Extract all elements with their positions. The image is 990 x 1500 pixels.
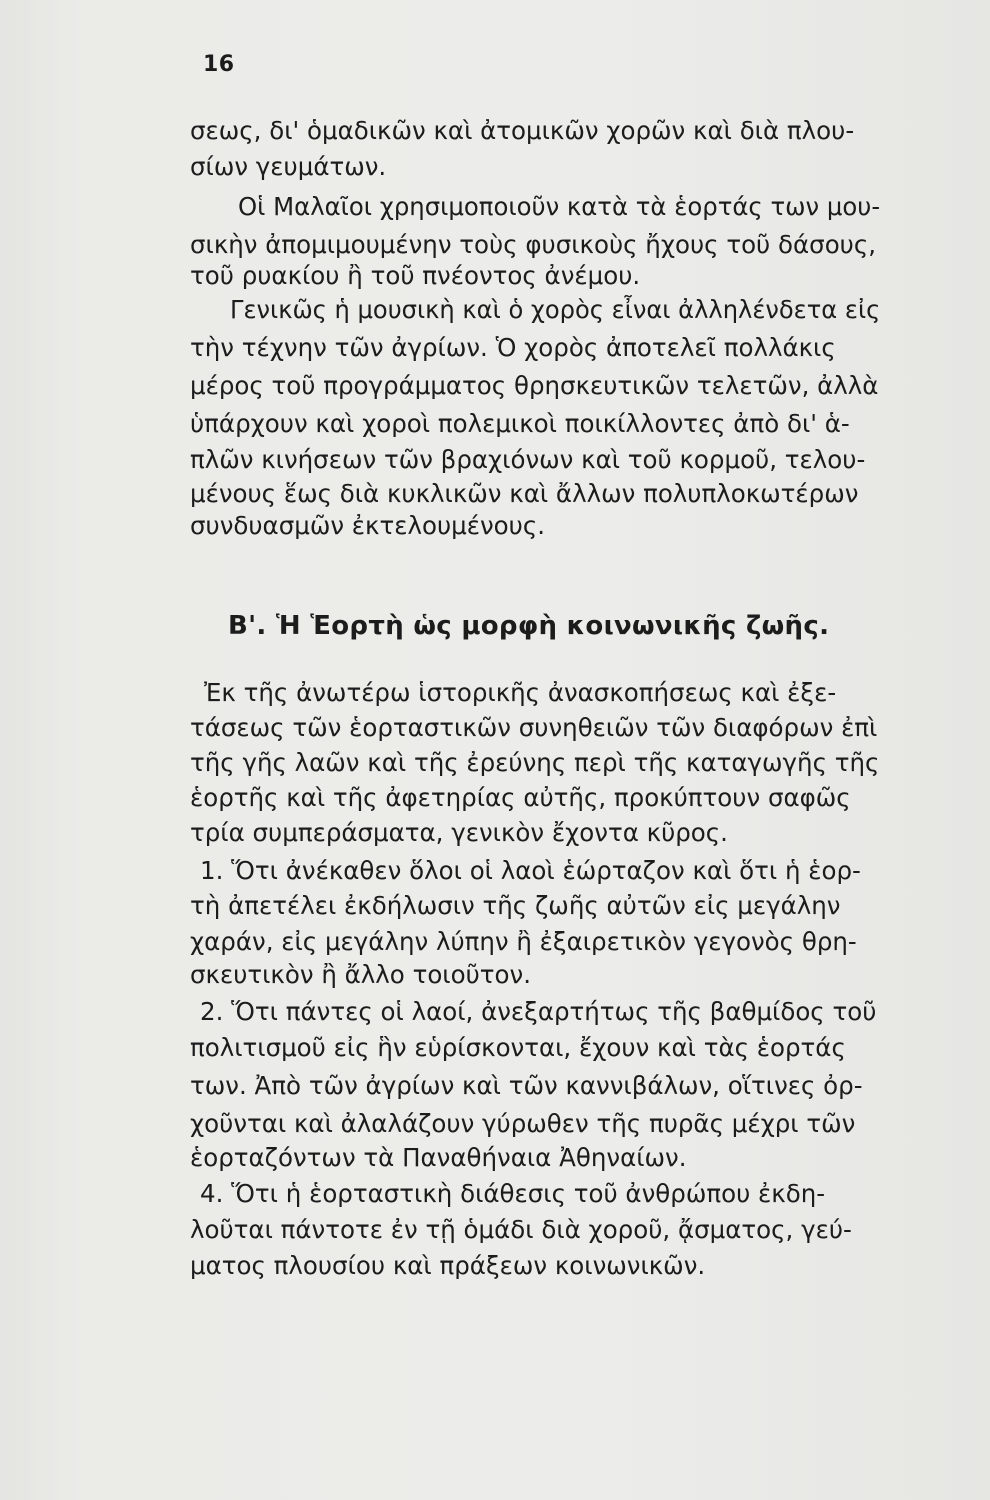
text-line: 1. Ὅτι ἀνέκαθεν ὅλοι οἱ λαοὶ ἑώρταζον καὶ ὅτι ἡ ἑορ- bbox=[200, 856, 861, 885]
text-line: πλῶν κινήσεων τῶν βραχιόνων καὶ τοῦ κορμοῦ, τελου- bbox=[190, 445, 866, 474]
text-line: πολιτισμοῦ εἰς ἣν εὑρίσκονται, ἔχουν καὶ τὰς ἑορτάς bbox=[190, 1033, 846, 1062]
text-line: 2. Ὅτι πάντες οἱ λαοί, ἀνεξαρτήτως τῆς βαθμίδος τοῦ bbox=[200, 997, 877, 1026]
text-line: τὴ ἀπετέλει ἐκδήλωσιν τῆς ζωῆς αὐτῶν εἰς μεγάλην bbox=[190, 891, 841, 920]
text-line: Οἱ Μαλαῖοι χρησιμοποιοῦν κατὰ τὰ ἑορτάς των μου- bbox=[238, 192, 881, 221]
text-line: Ἐκ τῆς ἀνωτέρω ἱστορικῆς ἀνασκοπήσεως καὶ ἐξε- bbox=[204, 678, 837, 707]
text-line: 4. Ὅτι ἡ ἑορταστικὴ διάθεσις τοῦ ἀνθρώπου ἐκδη- bbox=[200, 1179, 826, 1208]
text-line: ἑορταζόντων τὰ Παναθήναια Ἀθηναίων. bbox=[190, 1143, 687, 1172]
text-line: ὑπάρχουν καὶ χοροὶ πολεμικοὶ ποικίλλοντες ἀπὸ δι' ἁ- bbox=[190, 409, 850, 438]
text-line: σκευτικὸν ἢ ἄλλο τοιοῦτον. bbox=[190, 960, 531, 989]
text-line: τάσεως τῶν ἑορταστικῶν συνηθειῶν τῶν διαφόρων ἐπὶ bbox=[190, 713, 878, 742]
text-line: χοῦνται καὶ ἀλαλάζουν γύρωθεν τῆς πυρᾶς μέχρι τῶν bbox=[190, 1109, 856, 1138]
text-line: Γενικῶς ἡ μουσικὴ καὶ ὁ χορὸς εἶναι ἀλληλένδετα εἰς bbox=[230, 295, 881, 324]
text-line: συνδυασμῶν ἐκτελουμένους. bbox=[190, 511, 545, 540]
text-line: λοῦται πάντοτε ἐν τῇ ὁμάδι διὰ χοροῦ, ᾄσματος, γεύ- bbox=[190, 1215, 852, 1244]
text-line: σίων γευμάτων. bbox=[190, 152, 387, 181]
text-line: σικὴν ἀπομιμουμένην τοὺς φυσικοὺς ἤχους τοῦ δάσους, bbox=[190, 230, 877, 259]
text-line: τῆς γῆς λαῶν καὶ τῆς ἐρεύνης περὶ τῆς καταγωγῆς τῆς bbox=[190, 748, 880, 777]
text-line: μένους ἕως διὰ κυκλικῶν καὶ ἄλλων πολυπλοκωτέρων bbox=[190, 479, 859, 508]
text-line: σεως, δι' ὁμαδικῶν καὶ ἀτομικῶν χορῶν καὶ διὰ πλου- bbox=[190, 116, 855, 145]
text-line: χαράν, εἰς μεγάλην λύπην ἢ ἐξαιρετικὸν γεγονὸς θρη- bbox=[190, 927, 857, 956]
text-line: τὴν τέχνην τῶν ἀγρίων. Ὁ χορὸς ἀποτελεῖ πολλάκις bbox=[190, 333, 836, 362]
page-number: 16 bbox=[203, 52, 235, 77]
section-heading: Β'. Ἡ Ἑορτὴ ὡς μορφὴ κοινωνικῆς ζωῆς. bbox=[228, 611, 830, 641]
text-line: των. Ἀπὸ τῶν ἀγρίων καὶ τῶν καννιβάλων, οἵτινες ὀρ- bbox=[190, 1071, 863, 1100]
text-line: τρία συμπεράσματα, γενικὸν ἔχοντα κῦρος. bbox=[190, 818, 728, 847]
text-line: ματος πλουσίου καὶ πράξεων κοινωνικῶν. bbox=[190, 1251, 706, 1280]
text-line: τοῦ ρυακίου ἢ τοῦ πνέοντος ἀνέμου. bbox=[190, 261, 641, 290]
text-line: ἑορτῆς καὶ τῆς ἀφετηρίας αὐτῆς, προκύπτουν σαφῶς bbox=[190, 783, 851, 812]
text-line: μέρος τοῦ προγράμματος θρησκευτικῶν τελετῶν, ἀλλὰ bbox=[190, 371, 879, 400]
